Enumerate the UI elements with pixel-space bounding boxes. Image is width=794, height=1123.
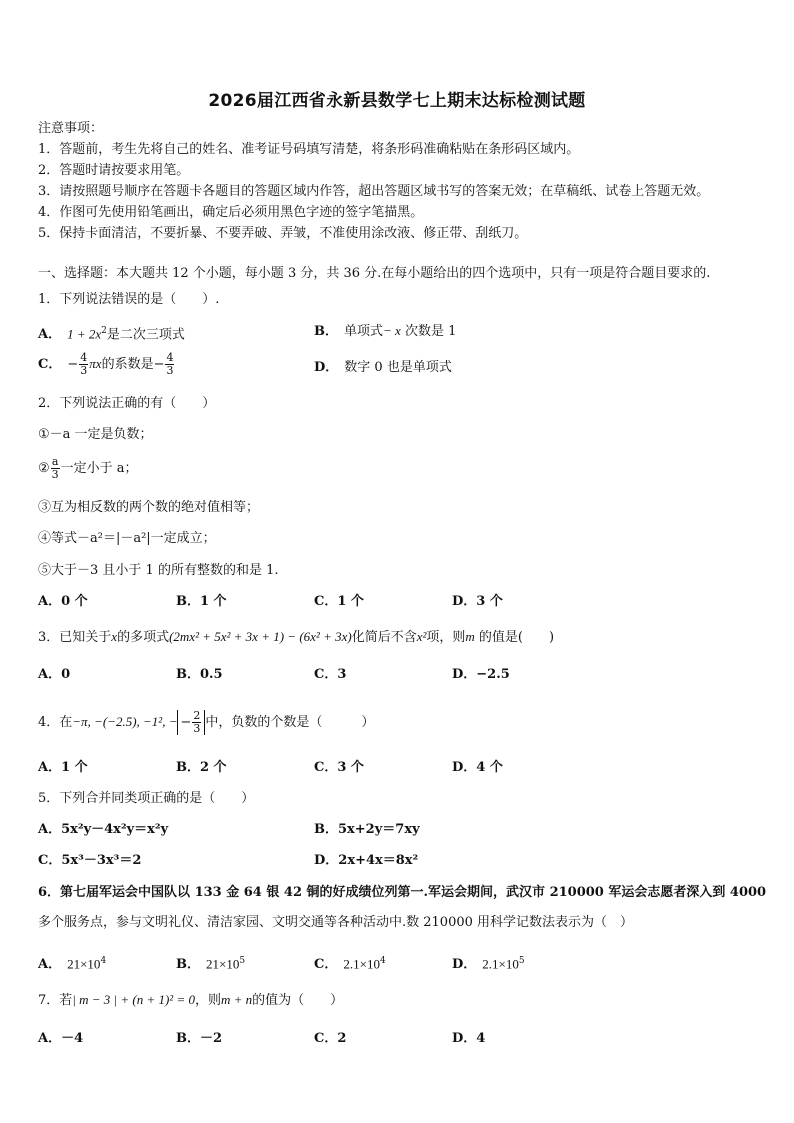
- q2-option-a: A．0 个: [38, 594, 88, 609]
- option-text: 次数是 1: [404, 324, 457, 339]
- q3-option-c: C．3: [314, 667, 347, 682]
- q4-option-a: A．1 个: [38, 760, 88, 775]
- math-variable: m: [465, 629, 475, 644]
- math-expression: m + n: [220, 992, 253, 1007]
- option-text: 数字 0 也是单项式: [344, 360, 452, 375]
- q1-option-a: [38, 322, 185, 344]
- q3-option-b: B．0.5: [176, 667, 223, 682]
- page-title: 2026届江西省永新县数学七上期末达标检测试题: [208, 91, 586, 111]
- q2-statement-3: ③互为相反数的两个数的绝对值相等；: [38, 500, 260, 515]
- q7-option-a: A．－4: [38, 1031, 84, 1046]
- math-expression: −π, −(−2.5), −1², −: [72, 714, 178, 729]
- question-5-stem: 5．下列合并同类项正确的是（ ）: [38, 791, 255, 806]
- option-label: A．: [38, 957, 62, 973]
- option-text: 是二次三项式: [106, 327, 185, 343]
- math-expression: 2.1×10: [482, 956, 519, 972]
- stem-text: 7．若: [38, 993, 73, 1008]
- fraction: $\frac{2}{3}$: [193, 709, 201, 735]
- q2-option-c: C．1 个: [314, 594, 364, 609]
- stem-text: 的多项式: [117, 630, 170, 645]
- q5-option-a: A．5x²y－4x²y＝x²y: [38, 822, 169, 837]
- q6-option-c: [314, 952, 386, 974]
- fraction: $\frac{a}{3}$: [51, 455, 59, 481]
- q4-option-d: D．4 个: [452, 760, 503, 775]
- option-text: 单项式: [344, 324, 384, 339]
- section-heading: 一、选择题：本大题共 12 个小题，每小题 3 分，共 36 分.在每小题给出的四个选项中，只有一项是符合题目要求的.: [38, 266, 711, 281]
- question-7-stem: [38, 991, 343, 1010]
- q5-option-d: D．2x+4x＝8x²: [314, 853, 419, 868]
- q2-statement-4: ④等式－a²＝|－a²|一定成立；: [38, 531, 216, 546]
- option-label: D．: [314, 360, 339, 375]
- q1-option-b: [314, 322, 456, 341]
- q5-option-b: B．5x+2y＝7xy: [314, 822, 420, 837]
- statement-text: 一定小于 a；: [60, 461, 138, 476]
- q1-option-c: C． − $\frac{4}{3}$ πx的系数是− $\frac{4}{3}$: [38, 351, 174, 377]
- absolute-value: − $\frac{2}{3}$: [177, 710, 205, 735]
- question-3-stem: [38, 628, 554, 647]
- stem-text: 3．已知关于: [38, 630, 112, 645]
- math-expression: 21×10: [206, 956, 240, 972]
- q5-option-c: C．5x³－3x³＝2: [38, 853, 142, 868]
- stem-text: 中，负数的个数是（ ）: [205, 715, 375, 730]
- stem-text: 的值是( ): [478, 630, 555, 645]
- q6-option-d: [452, 952, 525, 974]
- question-1-stem: 1．下列说法错误的是（ ）.: [38, 292, 220, 307]
- q1-option-d: [314, 359, 452, 377]
- exponent: 4: [100, 956, 107, 966]
- stem-text: 4．在: [38, 715, 73, 730]
- q7-option-c: C．2: [314, 1031, 347, 1046]
- question-2-stem: 2．下列说法正确的有（ ）: [38, 396, 216, 411]
- option-label: A．: [38, 327, 62, 343]
- exponent: 5: [239, 956, 246, 966]
- stem-text: ，则: [194, 993, 221, 1008]
- math-expression: 21×10: [67, 956, 101, 972]
- note-item: 4．作图可先使用铅笔画出，确定后必须用黑色字迹的签字笔描黑。: [38, 205, 424, 220]
- question-4-stem: [38, 710, 374, 735]
- q2-statement-2: [38, 456, 138, 481]
- stem-text: 化简后不含: [351, 630, 417, 645]
- fraction: $\frac{4}{3}$: [166, 351, 174, 377]
- math-expression: (2mx² + 5x² + 3x + 1) − (6x² + 3x): [169, 629, 352, 644]
- question-6-stem-line-1: 6．第七届军运会中国队以 133 金 64 银 42 铜的好成绩位列第一.军运会期间，武汉市 210000 军运会志愿者深入到 4000: [38, 885, 767, 900]
- q3-option-a: A．0: [38, 667, 71, 682]
- q4-option-b: B．2 个: [176, 760, 227, 775]
- math-expression: πx: [89, 356, 102, 371]
- option-label: C．: [38, 357, 62, 372]
- stem-text: 项，则: [426, 630, 466, 645]
- exponent: 5: [518, 956, 525, 966]
- q2-statement-1: ①－a 一定是负数；: [38, 427, 153, 442]
- option-label: D．: [452, 957, 477, 973]
- exponent: 2: [101, 326, 107, 336]
- note-item: 2．答题时请按要求用笔。: [38, 163, 190, 178]
- q6-option-b: [176, 952, 245, 974]
- question-6-stem-line-2: 多个服务点，参与文明礼仪、清洁家园、文明交通等各种活动中.数 210000 用科学记数法表示为（ ）: [38, 915, 634, 930]
- note-item: 1．答题前，考生先将自己的姓名、准考证号码填写清楚，将条形码准确粘贴在条形码区域内。: [38, 142, 580, 157]
- option-label: C．: [314, 957, 338, 973]
- exponent: 4: [379, 956, 386, 966]
- note-item: 3．请按照题号顺序在答题卡各题目的答题区域内作答，超出答题区域书写的答案无效；在草稿纸、试卷上答题无效。: [38, 184, 710, 199]
- q2-option-d: D．3 个: [452, 594, 503, 609]
- q7-option-d: D．4: [452, 1031, 486, 1046]
- math-variable: x: [111, 629, 118, 644]
- math-expression: 2.1×10: [343, 956, 380, 972]
- option-label: B．: [314, 324, 338, 339]
- q2-option-b: B．1 个: [176, 594, 227, 609]
- note-item: 5．保持卡面清洁，不要折暴、不要弄破、弄皱，不准使用涂改液、修正带、刮纸刀。: [38, 226, 528, 241]
- q4-option-c: C．3 个: [314, 760, 364, 775]
- q6-option-a: [38, 952, 106, 974]
- q7-option-b: B．－2: [176, 1031, 223, 1046]
- stem-text: 的值为（ ）: [252, 993, 344, 1008]
- math-expression: 1 + 2x: [67, 326, 102, 342]
- statement-marker: ②: [38, 461, 50, 476]
- notes-heading: 注意事项：: [38, 121, 104, 136]
- option-text: 的系数是: [101, 357, 154, 372]
- q2-statement-5: ⑤大于－3 且小于 1 的所有整数的和是 1.: [38, 563, 279, 578]
- math-variable: x²: [416, 629, 427, 644]
- fraction: $\frac{4}{3}$: [80, 351, 88, 377]
- math-expression: | m − 3 | + (n + 1)² = 0: [72, 992, 195, 1007]
- option-label: B．: [176, 957, 200, 973]
- q3-option-d: D．−2.5: [452, 667, 510, 682]
- math-expression: − x: [383, 323, 401, 338]
